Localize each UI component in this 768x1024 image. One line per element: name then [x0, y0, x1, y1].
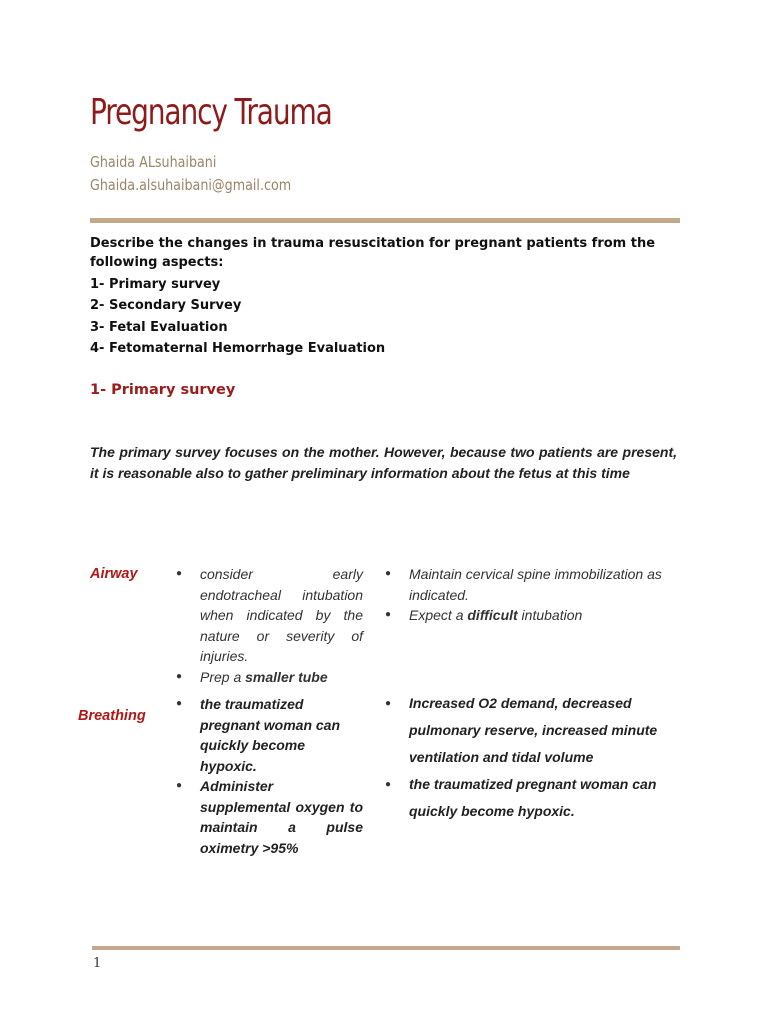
author-name: Ghaida ALsuhaibani — [90, 153, 217, 171]
list-item-text: Maintain cervical spine immobilization as indicated. — [409, 566, 662, 603]
author-email[interactable]: Ghaida.alsuhaibani@gmail.com — [90, 176, 292, 194]
breathing-considerations-list — [378, 690, 668, 825]
list-item — [378, 605, 668, 626]
footer-divider — [92, 946, 680, 950]
list-item — [378, 690, 668, 771]
list-item-text: consider early endotracheal intubation when indicated by the nature or severity of injuries. — [200, 566, 363, 664]
question-block — [90, 234, 680, 361]
row-label-airway: Airway — [90, 566, 138, 582]
list-item-text: Expect a — [409, 607, 468, 623]
header-divider — [90, 218, 680, 223]
question-item: 3- Fetal Evaluation — [90, 319, 228, 335]
question-item: 2- Secondary Survey — [90, 298, 242, 314]
airway-maternal-list — [169, 564, 363, 687]
list-item-text: the traumatized pregnant woman can quickly become hypoxic. — [409, 776, 657, 819]
list-item — [169, 776, 363, 858]
document-title: Pregnancy Trauma — [90, 92, 332, 133]
list-item — [169, 667, 363, 688]
list-item-text: Increased O2 demand, decreased pulmonary reserve, increased minute ventilation and tidal volume — [409, 695, 658, 765]
list-item-text: intubation — [517, 607, 583, 623]
emphasis-text: difficult — [467, 607, 518, 623]
question-prompt: Describe the changes in trauma resuscitation for pregnant patients from the following aspects: — [90, 236, 656, 270]
list-item-text: Administer supplemental oxygen to maintain a pulse oximetry >95% — [200, 778, 363, 856]
page-number: 1 — [93, 956, 102, 971]
list-item-text: the traumatized pregnant woman can quickly become hypoxic. — [200, 696, 341, 774]
list-item — [169, 694, 363, 776]
row-label-breathing: Breathing — [78, 708, 146, 724]
question-item: 4- Fetomaternal Hemorrhage Evaluation — [90, 341, 386, 357]
list-item — [378, 771, 668, 825]
emphasis-text: smaller tube — [245, 668, 328, 685]
question-item: 1- Primary survey — [90, 276, 221, 292]
list-item — [378, 564, 668, 605]
section-lead-paragraph: The primary survey focuses on the mother. However, because two patients are present, it is reasonable also to gather preliminary information about the fetus at this time — [90, 444, 677, 481]
list-item — [169, 564, 363, 667]
airway-considerations-list — [378, 564, 668, 626]
breathing-maternal-list — [169, 694, 363, 858]
list-item-text: Prep a — [200, 668, 246, 685]
section-heading-primary-survey: 1- Primary survey — [90, 382, 236, 398]
